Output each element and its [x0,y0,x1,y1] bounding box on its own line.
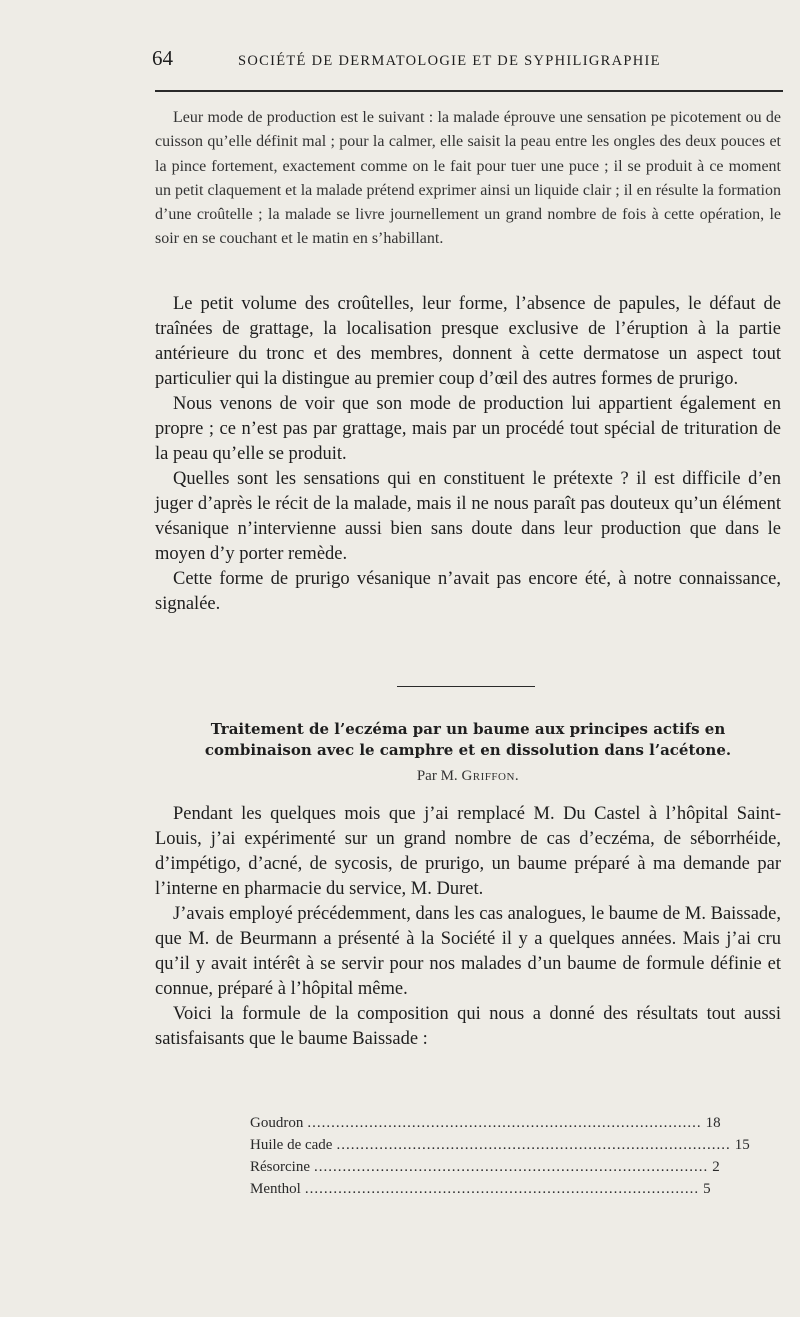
body-text-b [155,802,781,1052]
page-number: 64 [152,46,173,70]
leader-dots: ................................................................................... [336,1137,731,1153]
running-title: SOCIÉTÉ DE DERMATOLOGIE ET DE SYPHILIGRAPHIE [238,53,661,69]
leader-dots: ................................................................................... [304,1181,700,1197]
formula-row [250,1156,720,1178]
section-separator [397,686,535,687]
ingredient-quantity: 2 [712,1159,720,1175]
paragraph: J’avais employé précédemment, dans les cas analogues, le baume de M. Baissade, que M. de Beurmann a présenté à la Société il y a quelques années. Mais j’ai cru qu’il y avait intérêt à se servir pour nos malades d’un baume de formule définie et connue, préparé à l’hôpital même. [155,904,781,999]
paragraph: Pendant les quelques mois que j’ai remplacé M. Du Castel à l’hôpital Saint-Louis, j’ai expérimenté sur un grand nombre de cas d’eczéma, de séborrhéide, d’impétigo, d’acné, de sycosis, de prurigo, un baume préparé à ma demande par l’interne en pharmacie du service, M. Duret. [155,804,781,899]
ingredient-name: Résorcine [250,1159,310,1175]
paragraph: Leur mode de production est le suivant : la malade éprouve une sensation pe picotement ou de cuisson qu’elle définit mal ; pour la calmer, elle saisit la peau entre les ongles des deux pouces et la pince fortement, exactement comme on le fait pour tuer une puce ; il se produit à ce moment un petit claquement et la malade prétend exprimer ainsi un liquide clair ; il en résulte la formation d’une croûtelle ; la malade se livre journellement un grand nombre de fois à cette opération, le soir en se couchant et le matin en s’habillant. [155,109,781,248]
small-print-block [155,106,781,252]
formula-row [250,1112,721,1134]
header-rule [155,90,783,92]
ingredient-name: Menthol [250,1181,301,1197]
formula-row [250,1134,750,1156]
paragraph: Le petit volume des croûtelles, leur forme, l’absence de papules, le défaut de traînées de grattage, la localisation presque exclusive de l’éruption à la partie antérieure du tronc et des membres, donnent à cette dermatose un aspect tout particulier qui la distingue au premier coup d’œil des autres formes de prurigo. [155,294,781,389]
author-prefix: Par M. [416,768,458,784]
article-title: Traitement de l’eczéma par un baume aux principes actifs en combinaison avec le camphre et en dissolution dans l’acétone. [204,720,732,759]
ingredient-name: Huile de cade [250,1137,333,1153]
paragraph: Cette forme de prurigo vésanique n’avait pas encore été, à notre connaissance, signalée. [155,569,781,614]
ingredient-quantity: 18 [705,1115,721,1131]
paragraph: Nous venons de voir que son mode de production lui appartient également en propre ; ce n’est pas par grattage, mais par un procédé tout spécial de trituration de la peau qu’elle se produit. [155,394,781,464]
paragraph: Voici la formule de la composition qui nous a donné des résultats tout aussi satisfaisants que le baume Baissade : [155,1004,781,1049]
body-text-a [155,292,781,617]
paragraph: Quelles sont les sensations qui en constituent le prétexte ? il est difficile d’en juger d’après le récit de la malade, mais il ne nous paraît pas douteux qu’un élément vésanique n’intervienne aussi bien sans doute dans leur production que dans le moyen d’y porter remède. [155,469,781,564]
ingredient-name: Goudron [250,1115,304,1131]
article-author [155,768,781,785]
leader-dots: ................................................................................... [307,1115,702,1131]
formula-list [250,1112,750,1200]
ingredient-quantity: 15 [734,1137,750,1153]
formula-row [250,1178,711,1200]
page-header [152,46,782,71]
author-name: Griffon. [461,768,520,784]
leader-dots: ................................................................................... [313,1159,709,1175]
ingredient-quantity: 5 [703,1181,711,1197]
